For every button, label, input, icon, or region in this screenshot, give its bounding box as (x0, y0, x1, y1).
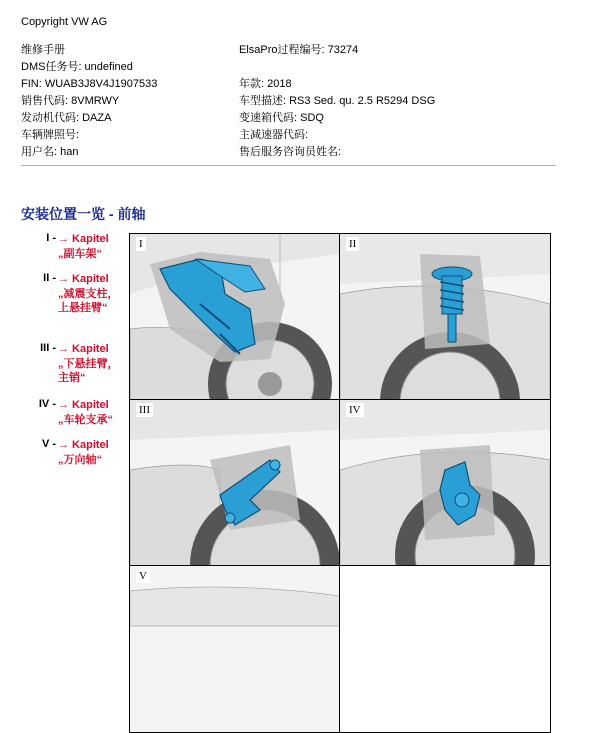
panel-driveshaft (129, 565, 341, 733)
panel-label: II (346, 237, 359, 251)
meta-model: 车型描述: RS3 Sed. qu. 2.5 R5294 DSG (239, 95, 436, 107)
legend-link[interactable]: → Kapitel „车轮支承“ (58, 399, 113, 426)
legend-num: IV - (38, 398, 56, 410)
section-title: 安装位置一览 - 前轴 (21, 206, 146, 222)
panel-lower-arm (129, 399, 341, 567)
legend-num: II - (43, 272, 56, 284)
strut-illustration (340, 234, 550, 400)
subframe-illustration (130, 234, 340, 400)
legend-num: V - (41, 438, 56, 450)
meta-manual: 维修手册 (21, 44, 65, 56)
meta-year: 年款: 2018 (239, 78, 292, 90)
illustration-grid (129, 233, 550, 613)
panel-label: I (136, 237, 146, 251)
meta-engine-code: 发动机代码: DAZA (21, 112, 112, 124)
legend-link[interactable]: → Kapitel „下悬挂臂，主销“ (58, 343, 119, 384)
driveshaft-illustration (130, 566, 340, 732)
legend-link[interactable]: → Kapitel „万向轴“ (58, 439, 109, 466)
legend-num: III - (40, 342, 56, 354)
panel-label: III (136, 403, 153, 417)
meta-fin: FIN: WUAB3J8V4J1907533 (21, 78, 158, 90)
panel-label: IV (346, 403, 364, 417)
meta-user: 用户名: han (21, 146, 79, 158)
legend-link[interactable]: → Kapitel „副车架“ (58, 233, 109, 260)
meta-final-drive: 主减速器代码: (239, 129, 309, 141)
legend-num: I - (46, 232, 56, 244)
meta-gearbox: 变速箱代码: SDQ (239, 112, 324, 124)
wheel-bearing-illustration (340, 400, 550, 566)
meta-advisor: 售后服务咨询员姓名: (239, 146, 342, 158)
panel-subframe (129, 233, 341, 401)
copyright-text: Copyright VW AG (21, 16, 108, 28)
meta-dms: DMS任务号: undefined (21, 61, 133, 73)
lower-arm-illustration (130, 400, 340, 566)
meta-left-column (21, 42, 231, 161)
meta-sales-code: 销售代码: 8VMRWY (21, 95, 120, 107)
panel-empty (339, 565, 551, 733)
panel-strut (339, 233, 551, 401)
meta-right-column (239, 42, 569, 161)
header-divider (21, 165, 556, 166)
legend-link[interactable]: → Kapitel „减震支柱，上悬挂臂“ (58, 273, 119, 314)
meta-elsapro: ElsaPro过程编号: 73274 (239, 44, 359, 56)
panel-wheel-bearing (339, 399, 551, 567)
meta-blank (239, 59, 569, 76)
meta-plate: 车辆牌照号: (21, 129, 80, 141)
panel-label: V (136, 569, 150, 583)
